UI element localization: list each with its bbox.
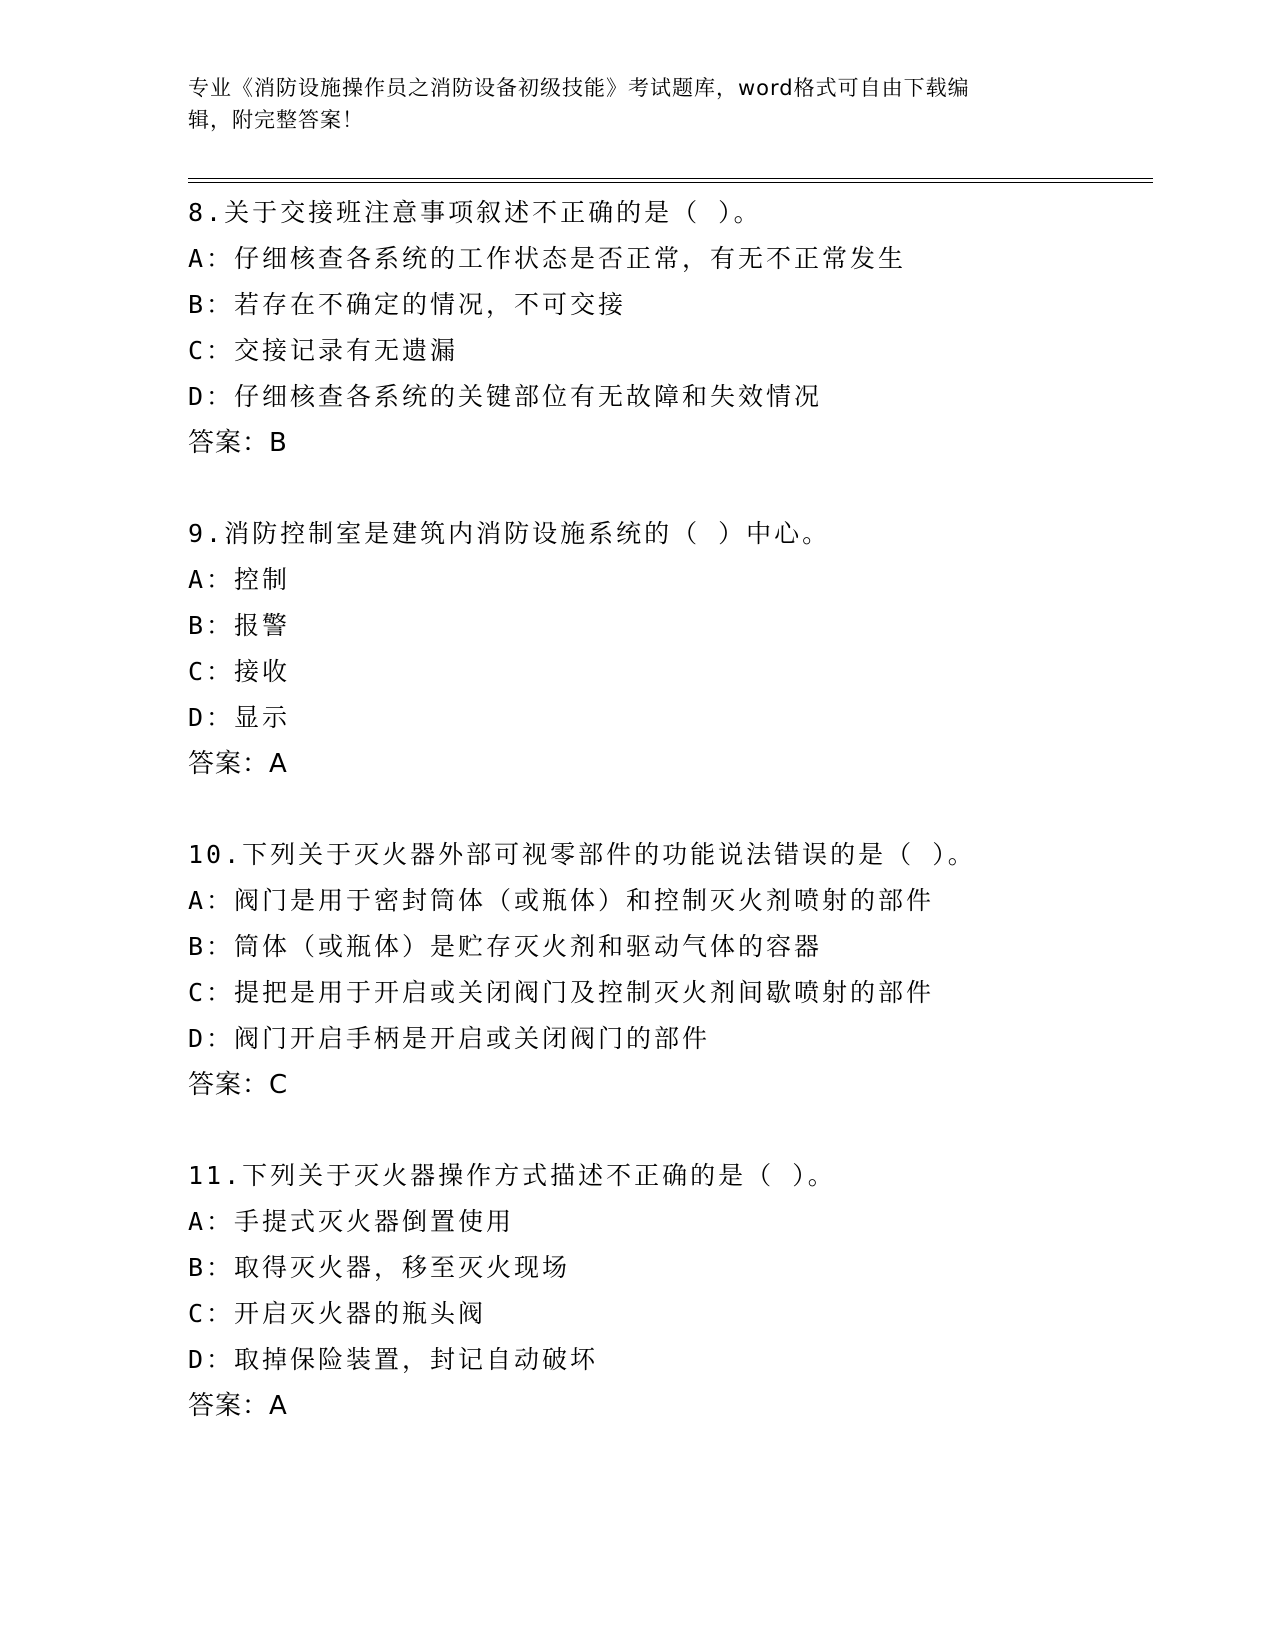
option-d: D：显示 xyxy=(188,703,291,732)
header-line-1: 专业《消防设施操作员之消防设备初级技能》考试题库，word格式可自由下载编 xyxy=(188,76,970,100)
answer-line: 答案：A xyxy=(188,749,288,779)
option-d: D：阀门开启手柄是开启或关闭阀门的部件 xyxy=(188,1024,711,1053)
question-stem: 9.消防控制室是建筑内消防设施系统的（ ）中心。 xyxy=(188,519,831,548)
answer-line: 答案：A xyxy=(188,1391,288,1421)
question-10 xyxy=(188,832,1148,1108)
question-list xyxy=(188,190,1148,1474)
question-8 xyxy=(188,190,1148,466)
header-divider-top xyxy=(188,178,1153,179)
option-b: B：若存在不确定的情况，不可交接 xyxy=(188,290,627,319)
option-a: A：阀门是用于密封筒体（或瓶体）和控制灭火剂喷射的部件 xyxy=(188,886,935,915)
option-c: C：交接记录有无遗漏 xyxy=(188,336,459,365)
question-11 xyxy=(188,1153,1148,1429)
option-a: A：手提式灭火器倒置使用 xyxy=(188,1207,515,1236)
question-stem: 8.关于交接班注意事项叙述不正确的是（ ）。 xyxy=(188,198,762,227)
option-b: B：筒体（或瓶体）是贮存灭火剂和驱动气体的容器 xyxy=(188,932,823,961)
header-divider-bottom xyxy=(188,182,1153,183)
option-d: D：仔细核查各系统的关键部位有无故障和失效情况 xyxy=(188,382,823,411)
option-c: C：接收 xyxy=(188,657,291,686)
answer-line: 答案：C xyxy=(188,1070,289,1100)
document-header xyxy=(188,72,1068,136)
option-b: B：取得灭火器，移至灭火现场 xyxy=(188,1253,571,1282)
question-stem: 10.下列关于灭火器外部可视零部件的功能说法错误的是（ ）。 xyxy=(188,840,976,869)
option-d: D：取掉保险装置，封记自动破坏 xyxy=(188,1345,599,1374)
question-9 xyxy=(188,511,1148,787)
option-b: B：报警 xyxy=(188,611,291,640)
header-line-2: 辑，附完整答案！ xyxy=(188,108,364,132)
option-c: C：提把是用于开启或关闭阀门及控制灭火剂间歇喷射的部件 xyxy=(188,978,935,1007)
answer-line: 答案：B xyxy=(188,428,288,458)
option-c: C：开启灭火器的瓶头阀 xyxy=(188,1299,487,1328)
option-a: A：仔细核查各系统的工作状态是否正常，有无不正常发生 xyxy=(188,244,907,273)
option-a: A：控制 xyxy=(188,565,291,594)
question-stem: 11.下列关于灭火器操作方式描述不正确的是（ ）。 xyxy=(188,1161,836,1190)
